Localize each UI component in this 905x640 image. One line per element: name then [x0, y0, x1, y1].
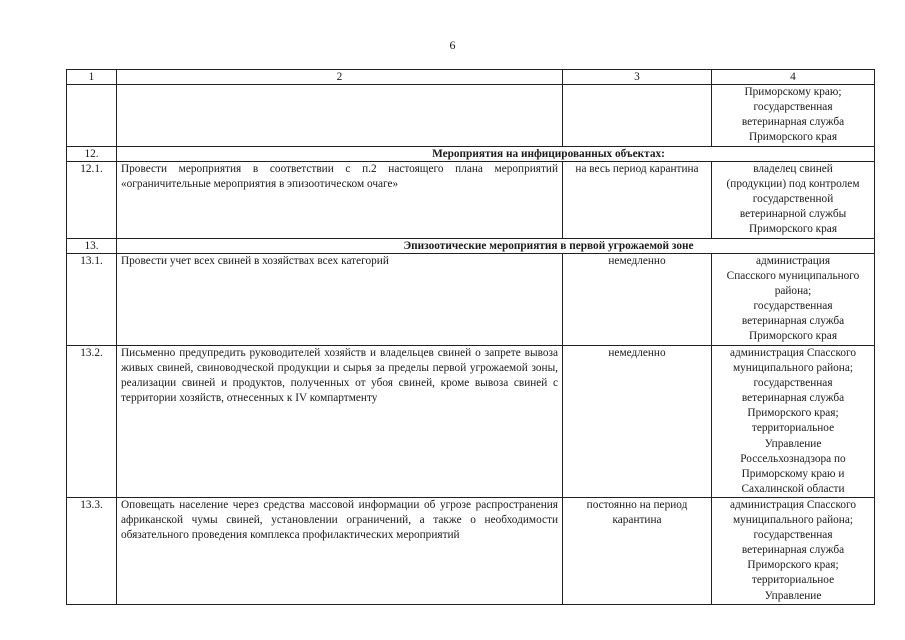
column-number-header: [67, 70, 875, 85]
row-term: на весь период карантина: [563, 162, 712, 239]
header-col-1: 1: [67, 70, 117, 85]
row-term: немедленно: [563, 346, 712, 498]
header-col-2: 2: [117, 70, 563, 85]
row-term: немедленно: [563, 254, 712, 346]
row-number: 12.1.: [67, 162, 117, 239]
continued-row: [67, 85, 875, 147]
row-number: 13.2.: [67, 346, 117, 498]
section-number: 13.: [67, 239, 117, 254]
header-col-4: 4: [712, 70, 875, 85]
row-responsible: администрация Спасского муниципального района; государственная ветеринарная служба Приморского края; территориальное Управление: [712, 497, 875, 604]
header-col-3: 3: [563, 70, 712, 85]
row-responsible: администрация Спасского муниципального района; государственная ветеринарная служба Приморского края; территориальное Управление Россельхознадзора по Приморскому краю и Сахалинской области: [712, 346, 875, 498]
row-action: Провести учет всех свиней в хозяйствах всех категорий: [117, 254, 563, 346]
row-action: Оповещать население через средства массовой информации об угрозе распространения африканской чумы свиней, установлении ограничений, а также о необходимости обязательного проведения комплекса профилактических мероприятий: [117, 497, 563, 604]
row-number: 13.1.: [67, 254, 117, 346]
table-row: [67, 254, 875, 346]
section-13-header: [67, 239, 875, 254]
continued-responsible: Приморскому краю; государственная ветеринарная служба Приморского края: [712, 85, 875, 147]
section-title: Мероприятия на инфицированных объектах:: [117, 147, 875, 162]
row-number: 13.3.: [67, 497, 117, 604]
table-row: [67, 346, 875, 498]
table-row: [67, 497, 875, 604]
row-term: постоянно на период карантина: [563, 497, 712, 604]
page-number: 6: [449, 38, 456, 52]
row-responsible: администрация Спасского муниципального района; государственная ветеринарная служба Приморского края: [712, 254, 875, 346]
measures-table: [66, 69, 875, 605]
row-action: Письменно предупредить руководителей хозяйств и владельцев свиней о запрете вывоза живых свиней, свиноводческой продукции и сырья за пределы первой угрожаемой зоны, реализации свиней и продуктов, полученных от убоя свиней, кроме вывоза свиней с территории хозяйств, отнесенных к IV компартменту: [117, 346, 563, 498]
section-number: 12.: [67, 147, 117, 162]
table-row: [67, 162, 875, 239]
row-action: Провести мероприятия в соответствии с п.2 настоящего плана мероприятий «ограничительные мероприятия в эпизоотическом очаге»: [117, 162, 563, 239]
row-responsible: владелец свиней (продукции) под контролем государственной ветеринарной службы Приморского края: [712, 162, 875, 239]
section-12-header: [67, 147, 875, 162]
section-title: Эпизоотические мероприятия в первой угрожаемой зоне: [117, 239, 875, 254]
